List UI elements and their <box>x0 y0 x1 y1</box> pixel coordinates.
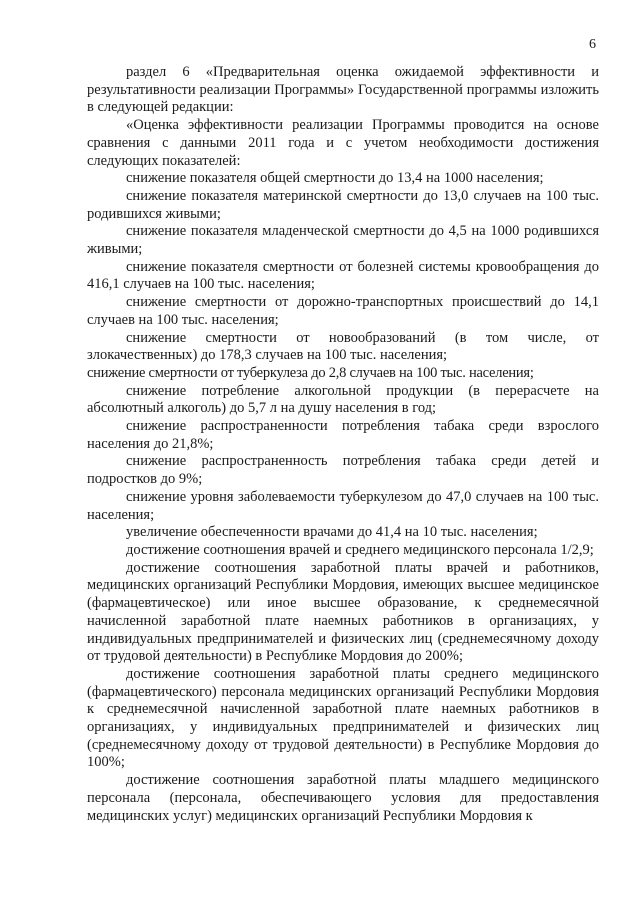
indicator-general-mortality: снижение показателя общей смертности до 13,4 на 1000 населения; <box>126 170 544 187</box>
document-body <box>87 64 599 825</box>
paragraph-intro: раздел 6 «Предварительная оценка ожидаемой эффективности и результативности реализации Программы» Государственной программы изложить в следующей редакции: <box>87 64 599 116</box>
indicator-youth-tobacco: снижение распространенность потребления табака среди детей и подростков до 9%; <box>87 453 599 488</box>
indicator-junior-staff-salary-ratio: достижение соотношения заработной платы младшего медицинского персонала (персонала, обеспечивающего условия для предоставления медицинских услуг) медицинских организаций Республики Мордовия к <box>87 772 599 824</box>
indicator-doctor-nurse-ratio: достижение соотношения врачей и среднего медицинского персонала 1/2,9; <box>126 541 594 558</box>
indicator-alcohol-consumption: снижение потребление алкогольной продукции (в перерасчете на абсолютный алкоголь) до 5,7 л на душу населения в год; <box>87 382 599 417</box>
indicator-neoplasm-mortality: снижение смертности от новообразований (в том числе, от злокачественных) до 178,3 случаев на 100 тыс. населения; <box>87 329 599 364</box>
indicator-circulatory-mortality: снижение показателя смертности от болезней системы кровообращения до 416,1 случаев на 100 тыс. населения; <box>87 258 599 293</box>
page-number: 6 <box>589 37 596 52</box>
indicator-road-accident-mortality: снижение смертности от дорожно-транспортных происшествий до 14,1 случаев на 100 тыс. населения; <box>87 294 599 328</box>
indicator-tuberculosis-incidence: снижение уровня заболеваемости туберкулезом до 47,0 случаев на 100 тыс. населения; <box>87 488 599 523</box>
indicator-doctor-supply: увеличение обеспеченности врачами до 41,4 на 10 тыс. населения; <box>126 524 538 541</box>
indicator-infant-mortality: снижение показателя младенческой смертности до 4,5 на 1000 родившихся живыми; <box>87 223 599 258</box>
paragraph-assessment: «Оценка эффективности реализации Программы проводится на основе сравнения с данными 2011 года и с учетом необходимости достижения следующих показателей: <box>87 117 599 169</box>
indicator-adult-tobacco: снижение распространенности потребления табака среди взрослого населения до 21,8%; <box>87 418 599 452</box>
indicator-nurse-salary-ratio: достижение соотношения заработной платы среднего медицинского (фармацевтического) персонала медицинских организаций Республики Мордовия к среднемесячной начисленной заработной плате наемных работников в организациях, у индивидуальных предпринимателей и физических лиц (среднемесячному доходу от трудовой деятельности) в Республике Мордовия до 100%; <box>87 665 599 771</box>
indicator-doctor-salary-ratio: достижение соотношения заработной платы врачей и работников, медицинских организаций Республики Мордовия, имеющих высшее медицинское (фармацевтическое) или иное высшее образование, к среднемесячной начисленной заработной плате наемных работников в организациях, у индивидуальных предпринимателей и физических лиц (среднемесячному доходу от трудовой деятельности) в Республике Мордовия до 200%; <box>87 559 599 665</box>
indicator-maternal-mortality: снижение показателя материнской смертности до 13,0 случаев на 100 тыс. родившихся живыми; <box>87 187 599 222</box>
indicator-tuberculosis-mortality: снижение смертности от туберкулеза до 2,8 случаев на 100 тыс. населения; <box>87 364 534 381</box>
